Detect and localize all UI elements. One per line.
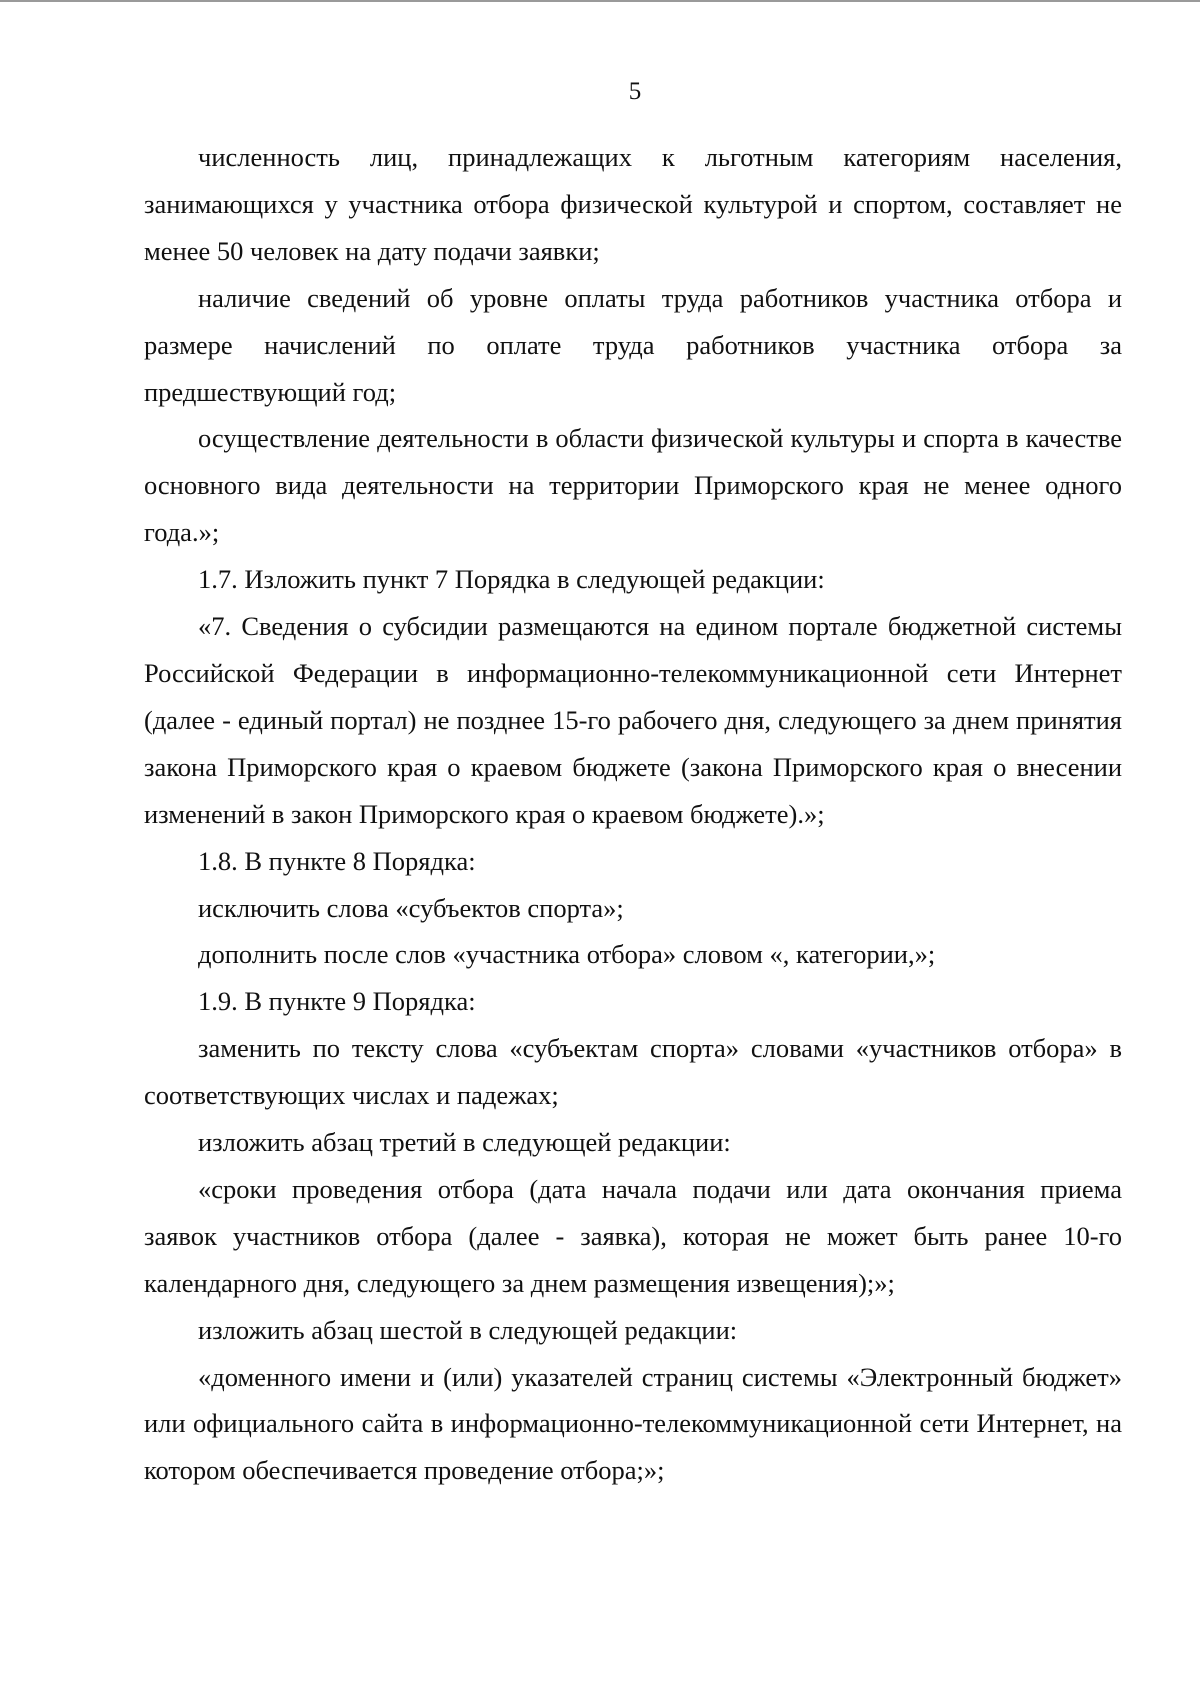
paragraph-item-7-text: «7. Сведения о субсидии размещаются на едином портале бюджетной системы Российской Федерации в информационно-телекоммуникационной сети Интернет (далее - единый портал) не позднее 15-го рабочего дня, следующего за днем принятия закона Приморского края о краевом бюджете (закона Приморского края о внесении изменений в закон Приморского края о краевом бюджете).»;: [144, 611, 1122, 829]
paragraph-replace-words: заменить по тексту слова «субъектам спорта» словами «участников отбора» в соответствующих числах и падежах;: [144, 1033, 1122, 1111]
paragraph-third-clause: изложить абзац третий в следующей редакции:: [198, 1127, 731, 1158]
paragraph-add-category: дополнить после слов «участника отбора» словом «, категории,»;: [198, 939, 936, 970]
paragraph-sixth-clause: изложить абзац шестой в следующей редакции:: [198, 1314, 738, 1345]
paragraph-beneficiary-count: численность лиц, принадлежащих к льготным категориям населения, занимающихся у участника отбора физической культурой и спортом, составляет не менее 50 человек на дату подачи заявки;: [144, 142, 1122, 266]
paragraph-activity-period: осуществление деятельности в области физической культуры и спорта в качестве основного вида деятельности на территории Приморского края не менее одного года.»;: [144, 423, 1122, 548]
paragraph-selection-dates: «сроки проведения отбора (дата начала подачи или дата окончания приема заявок участников отбора (далее - заявка), которая не может быть ранее 10-го календарного дня, следующего за днем размещения извещения);»;: [144, 1173, 1122, 1298]
paragraph-domain-name: «доменного имени и (или) указателей страниц системы «Электронный бюджет» или официального сайта в информационно-телекоммуникационной сети Интернет, на котором обеспечивается проведение отбора;»;: [144, 1361, 1122, 1486]
document-body: [144, 134, 1122, 1494]
paragraph-item-1-7: 1.7. Изложить пункт 7 Порядка в следующей редакции:: [198, 564, 825, 595]
paragraph-item-1-9: 1.9. В пункте 9 Порядка:: [198, 986, 476, 1017]
paragraph-item-1-8: 1.8. В пункте 8 Порядка:: [198, 845, 476, 876]
paragraph-salary-info: наличие сведений об уровне оплаты труда работников участника отбора и размере начислений по оплате труда работников участника отбора за предшествующий год;: [144, 282, 1122, 407]
scan-top-edge: [0, 0, 1200, 2]
paragraph-exclude-words: исключить слова «субъектов спорта»;: [198, 892, 624, 923]
page-number: 5: [628, 78, 642, 105]
